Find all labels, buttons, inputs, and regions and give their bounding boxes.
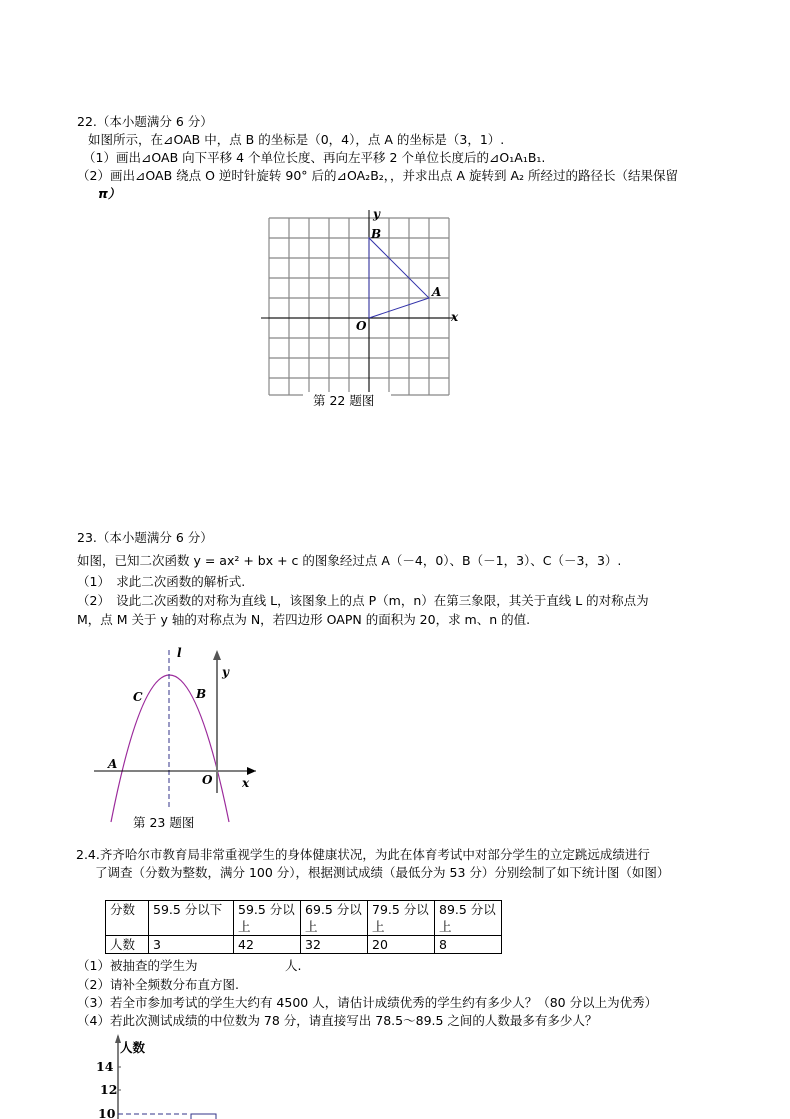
q24-part1: （1）被抽查的学生为 人. [77,958,302,973]
q24-part3: （3）若全市参加考试的学生大约有 4500 人，请估计成绩优秀的学生约有多少人？（80 分以上为优秀） [77,995,658,1010]
q22-x-label: x [451,310,459,324]
q23-caption: 第 23 题图 [133,815,195,830]
table-cell: 59.5 分以上 [234,901,301,936]
q23-label-l: l [177,646,182,660]
q23-label-b: B [196,687,207,701]
q22-part2-cont: π） [98,186,121,201]
q22-caption: 第 22 题图 [313,393,375,408]
q23-title: 23.（本小题满分 6 分） [77,530,213,545]
table-cell: 89.5 分以上 [435,901,502,936]
q22-intro: 如图所示，在⊿OAB 中，点 B 的坐标是（0，4），点 A 的坐标是（3，1）. [88,132,505,147]
q23-intro: 如图，已知二次函数 y = ax² + bx + c 的图象经过点 A（－4，0）、B（－1，3）、C（－3，3）. [77,553,622,568]
table-cell: 42 [234,936,301,954]
q23-label-c: C [133,690,143,704]
q22-grid [269,218,449,395]
hist-bar [191,1114,216,1119]
q23-label-a: A [108,757,118,771]
q22-label-a: A [432,285,442,299]
q23-part1: （1） 求此二次函数的解析式. [77,574,246,589]
q23-part2-cont: M，点 M 关于 y 轴的对称点为 N，若四边形 OAPN 的面积为 20，求 m、n 的值. [77,612,531,627]
q23-x-label: x [242,776,250,790]
q24-score-table [105,900,502,954]
hist-tick: 12 [100,1082,118,1097]
table-cell: 59.5 分以下 [149,901,234,936]
hist-tick: 10 [98,1106,116,1119]
q23-label-o: O [202,773,213,787]
table-cell: 8 [435,936,502,954]
q23-y-arrow-icon [213,650,221,660]
table-cell: 69.5 分以上 [301,901,368,936]
q22-label-o: O [356,319,367,333]
table-cell: 79.5 分以上 [368,901,435,936]
hist-tick: 14 [96,1059,114,1074]
table-cell: 20 [368,936,435,954]
q22-part2: （2）画出⊿OAB 绕点 O 逆时针旋转 90° 后的⊿OA₂B₂，，并求出点 A 旋转到 A₂ 所经过的路径长（结果保留 [77,168,679,183]
q22-label-b: B [371,227,382,241]
q23-part2: （2） 设此二次函数的对称为直线 L，该图象上的点 P（m，n）在第三象限，其关于直线 L 的对称点为 [77,593,649,608]
q24-part2: （2）请补全频数分布直方图. [77,977,239,992]
table-cell: 3 [149,936,234,954]
q24-intro-cont: 了调查（分数为整数，满分 100 分），根据测试成绩（最低分为 53 分）分别绘制了如下统计图（如图） [95,865,670,880]
q22-part1: （1）画出⊿OAB 向下平移 4 个单位长度、再向左平移 2 个单位长度后的⊿O₁A₁B₁. [83,150,546,165]
q23-y-label: y [222,665,229,679]
table-row [106,901,502,936]
hist-y-label: 人数 [120,1040,146,1055]
table-header: 人数 [106,936,149,954]
table-cell: 32 [301,936,368,954]
q23-parabola [111,675,229,822]
table-header: 分数 [106,901,149,936]
q22-title: 22.（本小题满分 6 分） [77,114,213,129]
q23-x-arrow-icon [247,767,256,775]
q22-y-label: y [373,207,380,221]
q24-part4: （4）若此次测试成绩的中位数为 78 分，请直接写出 78.5～89.5 之间的人数最多有多少人？ [77,1013,598,1028]
q24-intro: 2.4.齐齐哈尔市教育局非常重视学生的身体健康状况，为此在体育考试中对部分学生的立定跳远成绩进行 [76,847,650,862]
table-row [106,936,502,954]
